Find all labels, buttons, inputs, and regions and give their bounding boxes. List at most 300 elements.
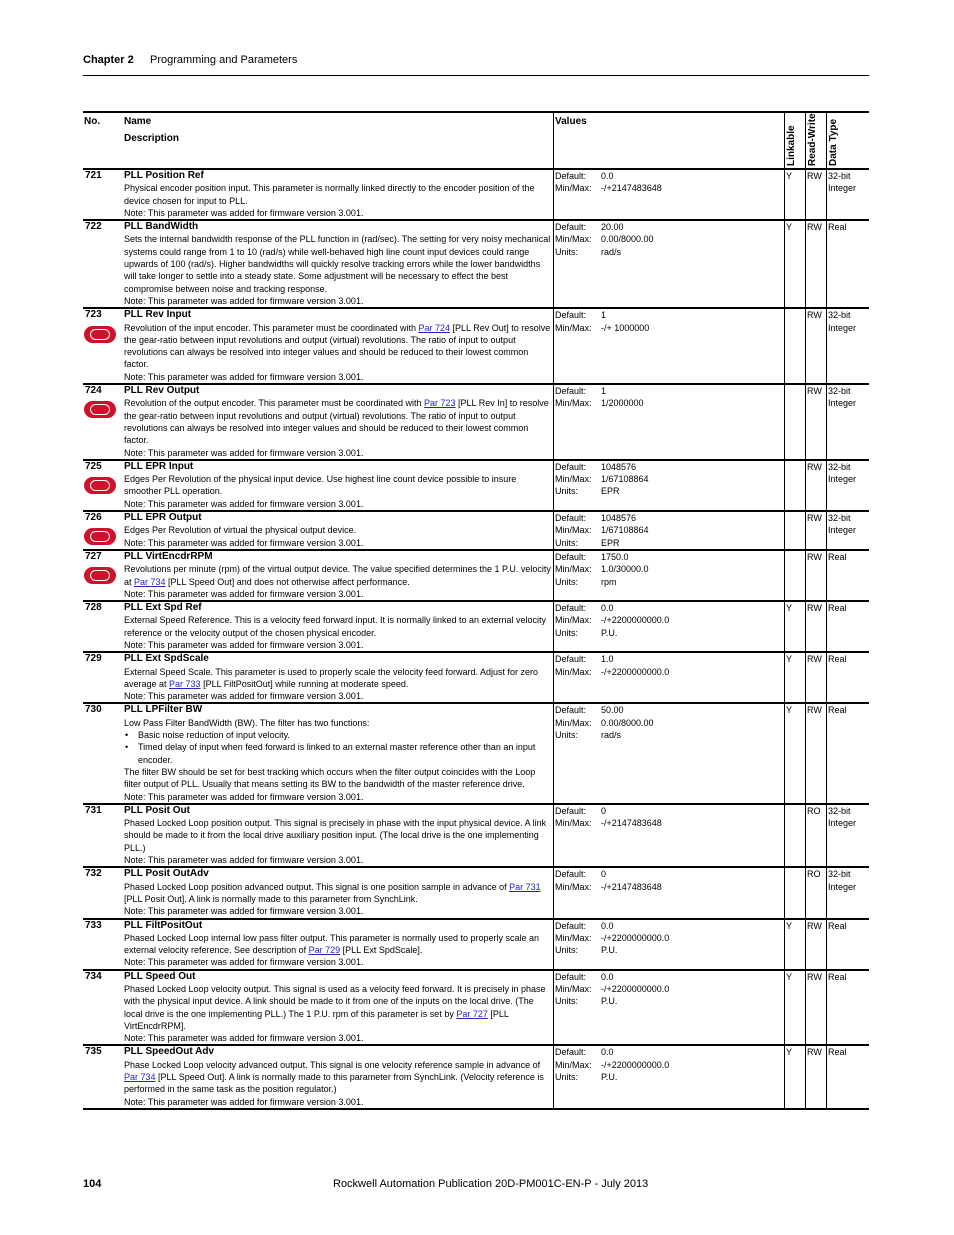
description-text: Phased Locked Loop position advanced output. This signal is one position sample in advance of	[124, 881, 510, 892]
data-type-value: Integer	[828, 818, 857, 829]
data-type-value: Real	[828, 603, 847, 614]
config-icon	[84, 528, 116, 545]
read-write-value: RO	[807, 869, 821, 880]
data-type-cell	[827, 384, 870, 460]
value: 1	[601, 310, 607, 321]
param-name-cell	[123, 550, 554, 601]
col-linkable	[785, 112, 806, 169]
param-name: PLL EPR Output	[124, 512, 202, 524]
read-write-cell	[806, 652, 827, 703]
data-type-value: 32-bit	[828, 869, 851, 880]
value-labels-cell	[554, 550, 601, 601]
param-number-cell	[83, 169, 123, 220]
value-label: Min/Max:	[555, 234, 592, 245]
read-write-cell	[806, 511, 827, 550]
linkable-cell	[785, 511, 806, 550]
bullet-list	[124, 729, 552, 766]
values-cell	[600, 1045, 785, 1108]
table-row	[83, 308, 869, 384]
read-write-value: RW	[807, 654, 822, 665]
value: rad/s	[601, 246, 622, 257]
value-label: Min/Max:	[555, 984, 592, 994]
param-name: PLL SpeedOut Adv	[124, 1046, 215, 1058]
header-rule	[83, 75, 869, 76]
read-write-value: RW	[807, 920, 822, 931]
data-type-value: Integer	[828, 183, 857, 194]
description-paragraph	[124, 1059, 552, 1096]
col-name-description	[123, 112, 554, 169]
table-row	[83, 460, 869, 511]
data-type-value: Integer	[828, 474, 857, 485]
value-label: Units:	[555, 486, 579, 497]
page-header	[83, 54, 298, 66]
data-type-cell	[827, 601, 870, 652]
data-type-cell	[827, 804, 870, 867]
description-text: The filter BW should be set for best tracking which occurs when the filter output coincides with the Loop filter output of PLL. Usually that means setting its BW to the bandwidth of the master reference drive.	[124, 766, 536, 790]
description-paragraph	[124, 932, 552, 957]
description-paragraph	[124, 397, 552, 446]
value: -/+2147483648	[601, 183, 662, 194]
data-type-value: Integer	[828, 525, 857, 536]
linkable-cell	[785, 867, 806, 918]
linkable-cell	[785, 308, 806, 384]
data-type-cell	[827, 970, 870, 1046]
config-icon	[84, 477, 116, 494]
value: -/+2200000000.0	[601, 932, 670, 943]
linkable-cell	[785, 550, 806, 601]
read-write-value: RW	[807, 222, 822, 233]
table-row	[83, 1045, 869, 1108]
description-paragraph	[124, 563, 552, 588]
param-number: 732	[85, 868, 102, 880]
param-number-cell	[83, 703, 123, 803]
description-text: [PLL Rev In] to resolve the gear-ratio between input revolutions and output (virtual) revolutions. The ratio of input to output revolutions can always be resolved into integer values and should be reduced to their lowest common factor.	[124, 398, 549, 446]
value-label: Default:	[555, 461, 587, 472]
value-label: Units:	[555, 996, 579, 1007]
value-labels-cell	[554, 970, 601, 1046]
param-name: PLL Posit OutAdv	[124, 868, 209, 880]
parameter-link[interactable]: Par 727	[456, 1008, 488, 1019]
value-label: Min/Max:	[555, 525, 592, 536]
value: 1.0/30000.0	[601, 564, 649, 575]
value-labels-cell	[554, 1045, 601, 1108]
param-name-cell	[123, 970, 554, 1046]
data-type-cell	[827, 511, 870, 550]
read-write-cell	[806, 550, 827, 601]
data-type-value: Real	[828, 971, 847, 982]
param-number: 721	[85, 170, 102, 181]
description-text: Note: This parameter was added for firmware version 3.001.	[124, 588, 364, 599]
value: EPR	[601, 486, 620, 497]
data-type-value: Integer	[828, 398, 857, 409]
linkable-cell	[785, 970, 806, 1046]
col-no: No.	[83, 112, 123, 169]
description-paragraph	[124, 854, 552, 866]
read-write-value: RW	[807, 461, 822, 472]
value-label: Min/Max:	[555, 932, 592, 943]
description-text: [PLL Ext SpdScale].	[340, 945, 423, 956]
data-type-value: Real	[828, 920, 847, 931]
param-name-cell	[123, 308, 554, 384]
value: 0.00/8000.00	[601, 717, 654, 728]
values-cell	[600, 308, 785, 384]
value-label: Default:	[555, 1047, 587, 1058]
table-row	[83, 652, 869, 703]
description-paragraph	[124, 371, 552, 383]
value: 1048576	[601, 461, 637, 472]
value: 1/2000000	[601, 398, 644, 409]
value-labels-cell	[554, 601, 601, 652]
data-type-value: Real	[828, 551, 847, 562]
value: -/+2147483648	[601, 881, 662, 892]
param-number: 733	[85, 919, 102, 931]
linkable-value: Y	[786, 705, 793, 716]
data-type-value: Real	[828, 222, 847, 233]
param-number-cell	[83, 220, 123, 308]
data-type-value: Integer	[828, 322, 857, 333]
param-name-cell	[123, 703, 554, 803]
param-name-cell	[123, 601, 554, 652]
value: rad/s	[601, 730, 622, 741]
param-number-cell	[83, 652, 123, 703]
value-labels-cell	[554, 867, 601, 918]
value-label: Default:	[555, 171, 587, 181]
linkable-cell	[785, 703, 806, 803]
value: -/+2147483648	[601, 818, 662, 829]
param-name: PLL Speed Out	[124, 970, 196, 982]
param-number: 725	[85, 460, 102, 472]
value: EPR	[601, 537, 620, 548]
values-cell	[600, 220, 785, 308]
linkable-cell	[785, 169, 806, 220]
linkable-cell	[785, 460, 806, 511]
data-type-value: 32-bit	[828, 171, 851, 181]
value-label: Units:	[555, 246, 579, 257]
value: rpm	[601, 576, 617, 587]
value-label: Default:	[555, 971, 587, 982]
param-number-cell	[83, 384, 123, 460]
data-type-cell	[827, 652, 870, 703]
param-name-cell	[123, 804, 554, 867]
value-label: Min/Max:	[555, 881, 592, 892]
param-name: PLL Ext SpdScale	[124, 653, 209, 665]
value-labels-cell	[554, 308, 601, 384]
value-label: Units:	[555, 576, 579, 587]
value-label: Default:	[555, 654, 587, 665]
values-cell	[600, 601, 785, 652]
linkable-cell	[785, 384, 806, 460]
bullet-item: • Timed delay of input when feed forward is linked to an external master reference other than an input encoder.	[124, 741, 552, 766]
description-paragraph	[124, 1032, 552, 1044]
read-write-value: RW	[807, 1047, 822, 1058]
value-label: Min/Max:	[555, 564, 592, 575]
value: 1/67108864	[601, 525, 649, 536]
data-type-value: Real	[828, 705, 847, 716]
linkable-value: Y	[786, 222, 793, 233]
data-type-cell	[827, 919, 870, 970]
description-text: Phased Locked Loop velocity output. This signal is used as a velocity feed forward. It is precisely in phase with the physical input device. A link should be made to it from one of the inputs on the local drive. (The local drive is the one implementing PLL.) The 1 P.U. rpm of this parameter is set by	[124, 984, 546, 1019]
linkable-value: Y	[786, 920, 793, 931]
read-write-value: RO	[807, 805, 821, 816]
table-row	[83, 970, 869, 1046]
read-write-cell	[806, 384, 827, 460]
value-label: Min/Max:	[555, 717, 592, 728]
param-name: PLL Rev Input	[124, 309, 192, 321]
value-label: Default:	[555, 310, 587, 321]
col-data-type	[827, 112, 870, 169]
param-number: 722	[85, 221, 102, 233]
value: 1	[601, 386, 607, 397]
data-type-cell	[827, 867, 870, 918]
parameter-link[interactable]: Par 729	[308, 945, 341, 956]
read-write-cell	[806, 169, 827, 220]
value: 0.0	[601, 1047, 614, 1058]
description-paragraph	[124, 956, 552, 968]
value: 1.0	[601, 654, 614, 665]
description-text: Physical encoder position input. This parameter is normally linked directly to the encoder position of the device chosen for input to PLL.	[124, 183, 535, 206]
value: 1048576	[601, 513, 637, 524]
param-number: 724	[85, 385, 102, 397]
param-name: PLL FiltPositOut	[124, 919, 203, 931]
value: -/+2200000000.0	[601, 984, 670, 994]
value-label: Default:	[555, 705, 587, 716]
parameter-link[interactable]: Par 724	[418, 322, 451, 333]
param-name-cell	[123, 919, 554, 970]
data-type-value: Real	[828, 1047, 847, 1058]
data-type-value: 32-bit	[828, 386, 851, 397]
value-label: Units:	[555, 1072, 579, 1083]
data-type-cell	[827, 550, 870, 601]
description-text: Note: This parameter was added for firmware version 3.001.	[124, 855, 364, 866]
value: 0.0	[601, 603, 614, 614]
parameter-table	[83, 111, 869, 1110]
param-name: PLL EPR Input	[124, 460, 194, 472]
value-label: Units:	[555, 730, 579, 741]
value-labels-cell	[554, 652, 601, 703]
publication-info: Rockwell Automation Publication 20D-PM001C-EN-P - July 2013	[333, 1178, 649, 1190]
param-number: 728	[85, 602, 102, 614]
description-text: Note: This parameter was added for firmware version 3.001.	[124, 371, 364, 382]
data-type-value: 32-bit	[828, 805, 851, 816]
value-labels-cell	[554, 511, 601, 550]
value-label: Units:	[555, 537, 579, 548]
values-cell	[600, 550, 785, 601]
read-write-cell	[806, 919, 827, 970]
table-row	[83, 169, 869, 220]
read-write-cell	[806, 1045, 827, 1108]
param-name-cell	[123, 867, 554, 918]
value: 0.00/8000.00	[601, 234, 654, 245]
description-paragraph	[124, 1096, 552, 1108]
param-name: PLL Rev Output	[124, 385, 200, 397]
table-header-row	[83, 112, 869, 169]
values-cell	[600, 460, 785, 511]
values-cell	[600, 652, 785, 703]
value-label: Default:	[555, 869, 587, 880]
value-label: Min/Max:	[555, 1059, 592, 1070]
values-cell	[600, 169, 785, 220]
value-label: Default:	[555, 603, 587, 614]
value-labels-cell	[554, 460, 601, 511]
read-write-value: RW	[807, 310, 822, 321]
read-write-cell	[806, 460, 827, 511]
data-type-value: Real	[828, 654, 847, 665]
description-paragraph	[124, 666, 552, 691]
param-number-cell	[83, 460, 123, 511]
value-label: Default:	[555, 920, 587, 931]
read-write-cell	[806, 308, 827, 384]
table-row	[83, 919, 869, 970]
description-paragraph	[124, 447, 552, 459]
read-write-value: RW	[807, 386, 822, 397]
description-text: Note: This parameter was added for firmware version 3.001.	[124, 906, 364, 917]
value: P.U.	[601, 945, 618, 956]
description-paragraph	[124, 791, 552, 803]
table-row	[83, 703, 869, 803]
param-name-cell	[123, 384, 554, 460]
description-text: Note: This parameter was added for firmware version 3.001.	[124, 1096, 364, 1107]
description-text: Phase Locked Loop velocity advanced output. This signal is one velocity reference sample in advance of	[124, 1059, 541, 1070]
param-name-cell	[123, 652, 554, 703]
table-row	[83, 601, 869, 652]
param-number: 734	[85, 970, 102, 982]
value-label: Min/Max:	[555, 398, 592, 409]
read-write-value: RW	[807, 603, 822, 614]
read-write-cell	[806, 804, 827, 867]
param-name-cell	[123, 220, 554, 308]
values-cell	[600, 703, 785, 803]
table-row	[83, 804, 869, 867]
value-label: Units:	[555, 945, 579, 956]
description-text: External Speed Reference. This is a velocity feed forward input. It is normally linked to an external velocity reference or the velocity output of the chosen physical encoder.	[124, 615, 547, 638]
param-name: PLL VirtEncdrRPM	[124, 550, 213, 562]
read-write-value: RW	[807, 513, 822, 524]
param-name-cell	[123, 169, 554, 220]
value: 20.00	[601, 222, 624, 233]
parameter-link[interactable]: Par 733	[169, 678, 201, 689]
table-row	[83, 511, 869, 550]
param-number-cell	[83, 601, 123, 652]
table-row	[83, 220, 869, 308]
value-label: Min/Max:	[555, 183, 592, 194]
value: 0	[601, 805, 607, 816]
linkable-value: Y	[786, 1047, 793, 1058]
description-paragraph	[124, 817, 552, 854]
linkable-value: Y	[786, 654, 793, 665]
description-paragraph	[124, 881, 552, 906]
read-write-cell	[806, 601, 827, 652]
read-write-value: RW	[807, 971, 822, 982]
description-text: Revolution of the input encoder. This parameter must be coordinated with	[124, 322, 419, 333]
param-number: 730	[85, 704, 102, 716]
linkable-cell	[785, 220, 806, 308]
description-paragraph	[124, 614, 552, 639]
col-name: Name	[124, 116, 152, 127]
values-cell	[600, 511, 785, 550]
parameter-link[interactable]: Par 734	[124, 1072, 156, 1083]
description-text: External Speed Scale. This parameter is used to properly scale the velocity feed forward. Adjust for zero average at	[124, 666, 539, 689]
value-label: Min/Max:	[555, 474, 592, 485]
description-text: Phased Locked Loop internal low pass filter output. This parameter is normally used to properly scale an external velocity reference. See description of	[124, 932, 540, 956]
description-text: [PLL Speed Out]. A link is normally made to this parameter from SynchLink. (Velocity reference is performed in the same task as the position regulator.)	[124, 1072, 544, 1095]
data-type-cell	[827, 703, 870, 803]
param-number-cell	[83, 550, 123, 601]
col-read-write	[806, 112, 827, 169]
value: P.U.	[601, 627, 618, 638]
read-write-value: RW	[807, 551, 822, 562]
param-number-cell	[83, 919, 123, 970]
description-paragraph	[124, 498, 552, 510]
read-write-value: RW	[807, 171, 822, 181]
col-values-label: Values	[555, 116, 587, 127]
col-values	[554, 112, 601, 169]
description-text: Edges Per Revolution of virtual the physical output device.	[124, 525, 357, 536]
values-cell	[600, 804, 785, 867]
description-paragraph	[124, 588, 552, 600]
param-name-cell	[123, 460, 554, 511]
description-text: Low Pass Filter BandWidth (BW). The filter has two functions:	[124, 717, 370, 728]
description-paragraph	[124, 537, 552, 549]
value-labels-cell	[554, 804, 601, 867]
value: 0	[601, 869, 607, 880]
value-label: Default:	[555, 386, 587, 397]
param-name: PLL Posit Out	[124, 804, 190, 816]
param-name-cell	[123, 511, 554, 550]
description-text: Note: This parameter was added for firmware version 3.001.	[124, 639, 364, 650]
data-type-value: Integer	[828, 881, 857, 892]
param-name: PLL Position Ref	[124, 170, 204, 181]
read-write-cell	[806, 703, 827, 803]
config-icon	[84, 567, 116, 584]
data-type-cell	[827, 1045, 870, 1108]
value-label: Default:	[555, 551, 587, 562]
description-text: Note: This parameter was added for firmware version 3.001.	[124, 447, 364, 458]
parameter-link[interactable]: Par 734	[134, 576, 166, 587]
description-text: Phased Locked Loop position output. This signal is precisely in phase with the input physical device. A link should be made to it from the local drive auxiliary position input. (The local drive is the one implementing PLL.)	[124, 818, 547, 853]
param-number: 723	[85, 309, 102, 321]
description-paragraph	[124, 207, 552, 219]
value-label: Units:	[555, 627, 579, 638]
param-number-cell	[83, 1045, 123, 1108]
description-text: [PLL VirtEncdrRPM].	[124, 1008, 509, 1031]
param-name-cell	[123, 1045, 554, 1108]
description-text: Revolution of the output encoder. This parameter must be coordinated with	[124, 398, 425, 409]
read-write-cell	[806, 867, 827, 918]
param-number-cell	[83, 804, 123, 867]
description-text: Note: This parameter was added for firmware version 3.001.	[124, 957, 364, 968]
param-number: 727	[85, 550, 102, 562]
col-linkable-label: Linkable	[786, 125, 797, 166]
description-paragraph	[124, 639, 552, 651]
value: P.U.	[601, 996, 618, 1007]
parameter-link[interactable]: Par 731	[509, 881, 541, 892]
param-name: PLL Ext Spd Ref	[124, 602, 202, 614]
description-text: Sets the internal bandwidth response of the PLL function in (rad/sec). The setting for very noisy mechanical systems could range from 1 to 10 (rad/s) while well-behaved high line count input devices could range upwards of 100 (rad/s). Higher bandwidths will quickly resolve tracking errors while the lower bandwidths will take longer to settle into a steady state. Some adjustment will be necessary to effect the best compromise between noise and tracking response.	[124, 234, 551, 294]
parameter-link[interactable]: Par 723	[424, 398, 456, 409]
value-label: Min/Max:	[555, 666, 592, 677]
linkable-value: Y	[786, 971, 793, 982]
value-labels-cell	[554, 220, 601, 308]
value: -/+2200000000.0	[601, 1059, 670, 1070]
description-text: Note: This parameter was added for firmware version 3.001.	[124, 207, 364, 218]
value-label: Default:	[555, 222, 587, 233]
linkable-value: Y	[786, 603, 793, 614]
param-number: 731	[85, 804, 102, 816]
value: -/+ 1000000	[601, 322, 650, 333]
config-icon	[84, 326, 116, 343]
param-number-cell	[83, 970, 123, 1046]
table-row	[83, 384, 869, 460]
